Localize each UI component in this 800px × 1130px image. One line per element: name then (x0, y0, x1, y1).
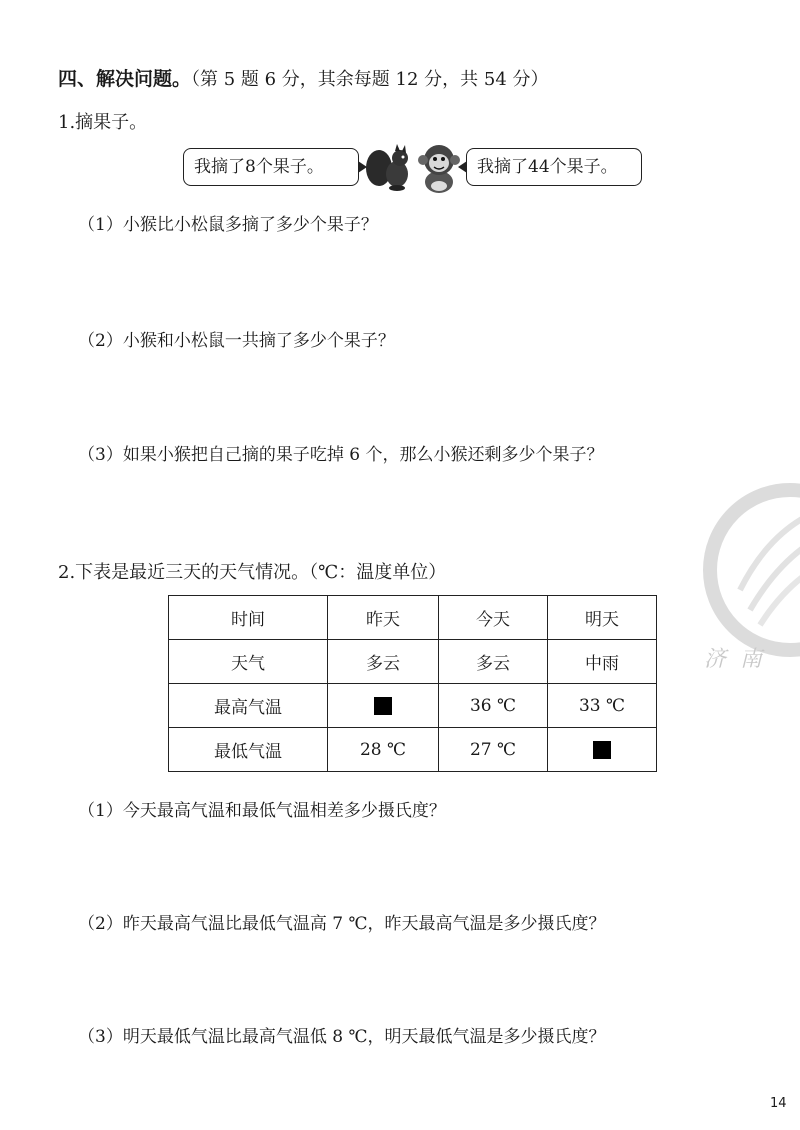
table-cell: 28 ℃ (328, 728, 439, 772)
table-cell: 中雨 (548, 640, 657, 684)
question-1-part-2: （2）小猴和小松鼠一共摘了多少个果子？ (78, 331, 395, 351)
table-row (169, 640, 657, 684)
question-2-part-3: （3）明天最低气温比最高气温低 8 ℃，明天最低气温是多少摄氏度？ (78, 1027, 606, 1047)
question-2-part-2: （2）昨天最高气温比最低气温高 7 ℃，昨天最高气温是多少摄氏度？ (78, 914, 606, 934)
weather-table (168, 595, 657, 772)
section-heading: 四、解决问题。 (58, 68, 192, 90)
page-number: 14 (770, 1096, 787, 1111)
header-cell: 昨天 (328, 596, 439, 640)
table-header-row (169, 596, 657, 640)
question-2-title: 2.下表是最近三天的天气情况。（℃：温度单位） (58, 562, 447, 583)
section-score-note: （第 5 题 6 分，其余每题 12 分，共 54 分） (191, 69, 549, 90)
row-label: 最低气温 (169, 728, 328, 772)
table-cell (548, 728, 657, 772)
watermark (700, 470, 800, 690)
header-cell: 今天 (439, 596, 548, 640)
table-cell: 多云 (439, 640, 548, 684)
squirrel-speech-text: 我摘了8个果子。 (194, 157, 324, 177)
table-row (169, 728, 657, 772)
squirrel-speech-bubble (183, 148, 359, 186)
question-1-part-1: （1）小猴比小松鼠多摘了多少个果子？ (78, 215, 378, 235)
squirrel-icon (364, 142, 414, 192)
question-1-title: 1.摘果子。 (58, 112, 148, 133)
question-2-part-1: （1）今天最高气温和最低气温相差多少摄氏度？ (78, 801, 446, 821)
row-label: 天气 (169, 640, 328, 684)
hidden-value-block (374, 697, 392, 715)
hidden-value-block (593, 741, 611, 759)
monkey-speech-bubble (466, 148, 642, 186)
section-title (58, 64, 549, 91)
question-1-part-3: （3）如果小猴把自己摘的果子吃掉 6 个，那么小猴还剩多少个果子？ (78, 445, 604, 465)
table-cell (328, 684, 439, 728)
table-cell: 36 ℃ (439, 684, 548, 728)
table-cell: 27 ℃ (439, 728, 548, 772)
table-cell: 多云 (328, 640, 439, 684)
monkey-speech-text: 我摘了44个果子。 (477, 157, 618, 177)
header-cell: 明天 (548, 596, 657, 640)
table-row (169, 684, 657, 728)
header-cell: 时间 (169, 596, 328, 640)
watermark-text: 济南 (704, 647, 777, 672)
table-cell: 33 ℃ (548, 684, 657, 728)
row-label: 最高气温 (169, 684, 328, 728)
monkey-icon (414, 142, 464, 194)
